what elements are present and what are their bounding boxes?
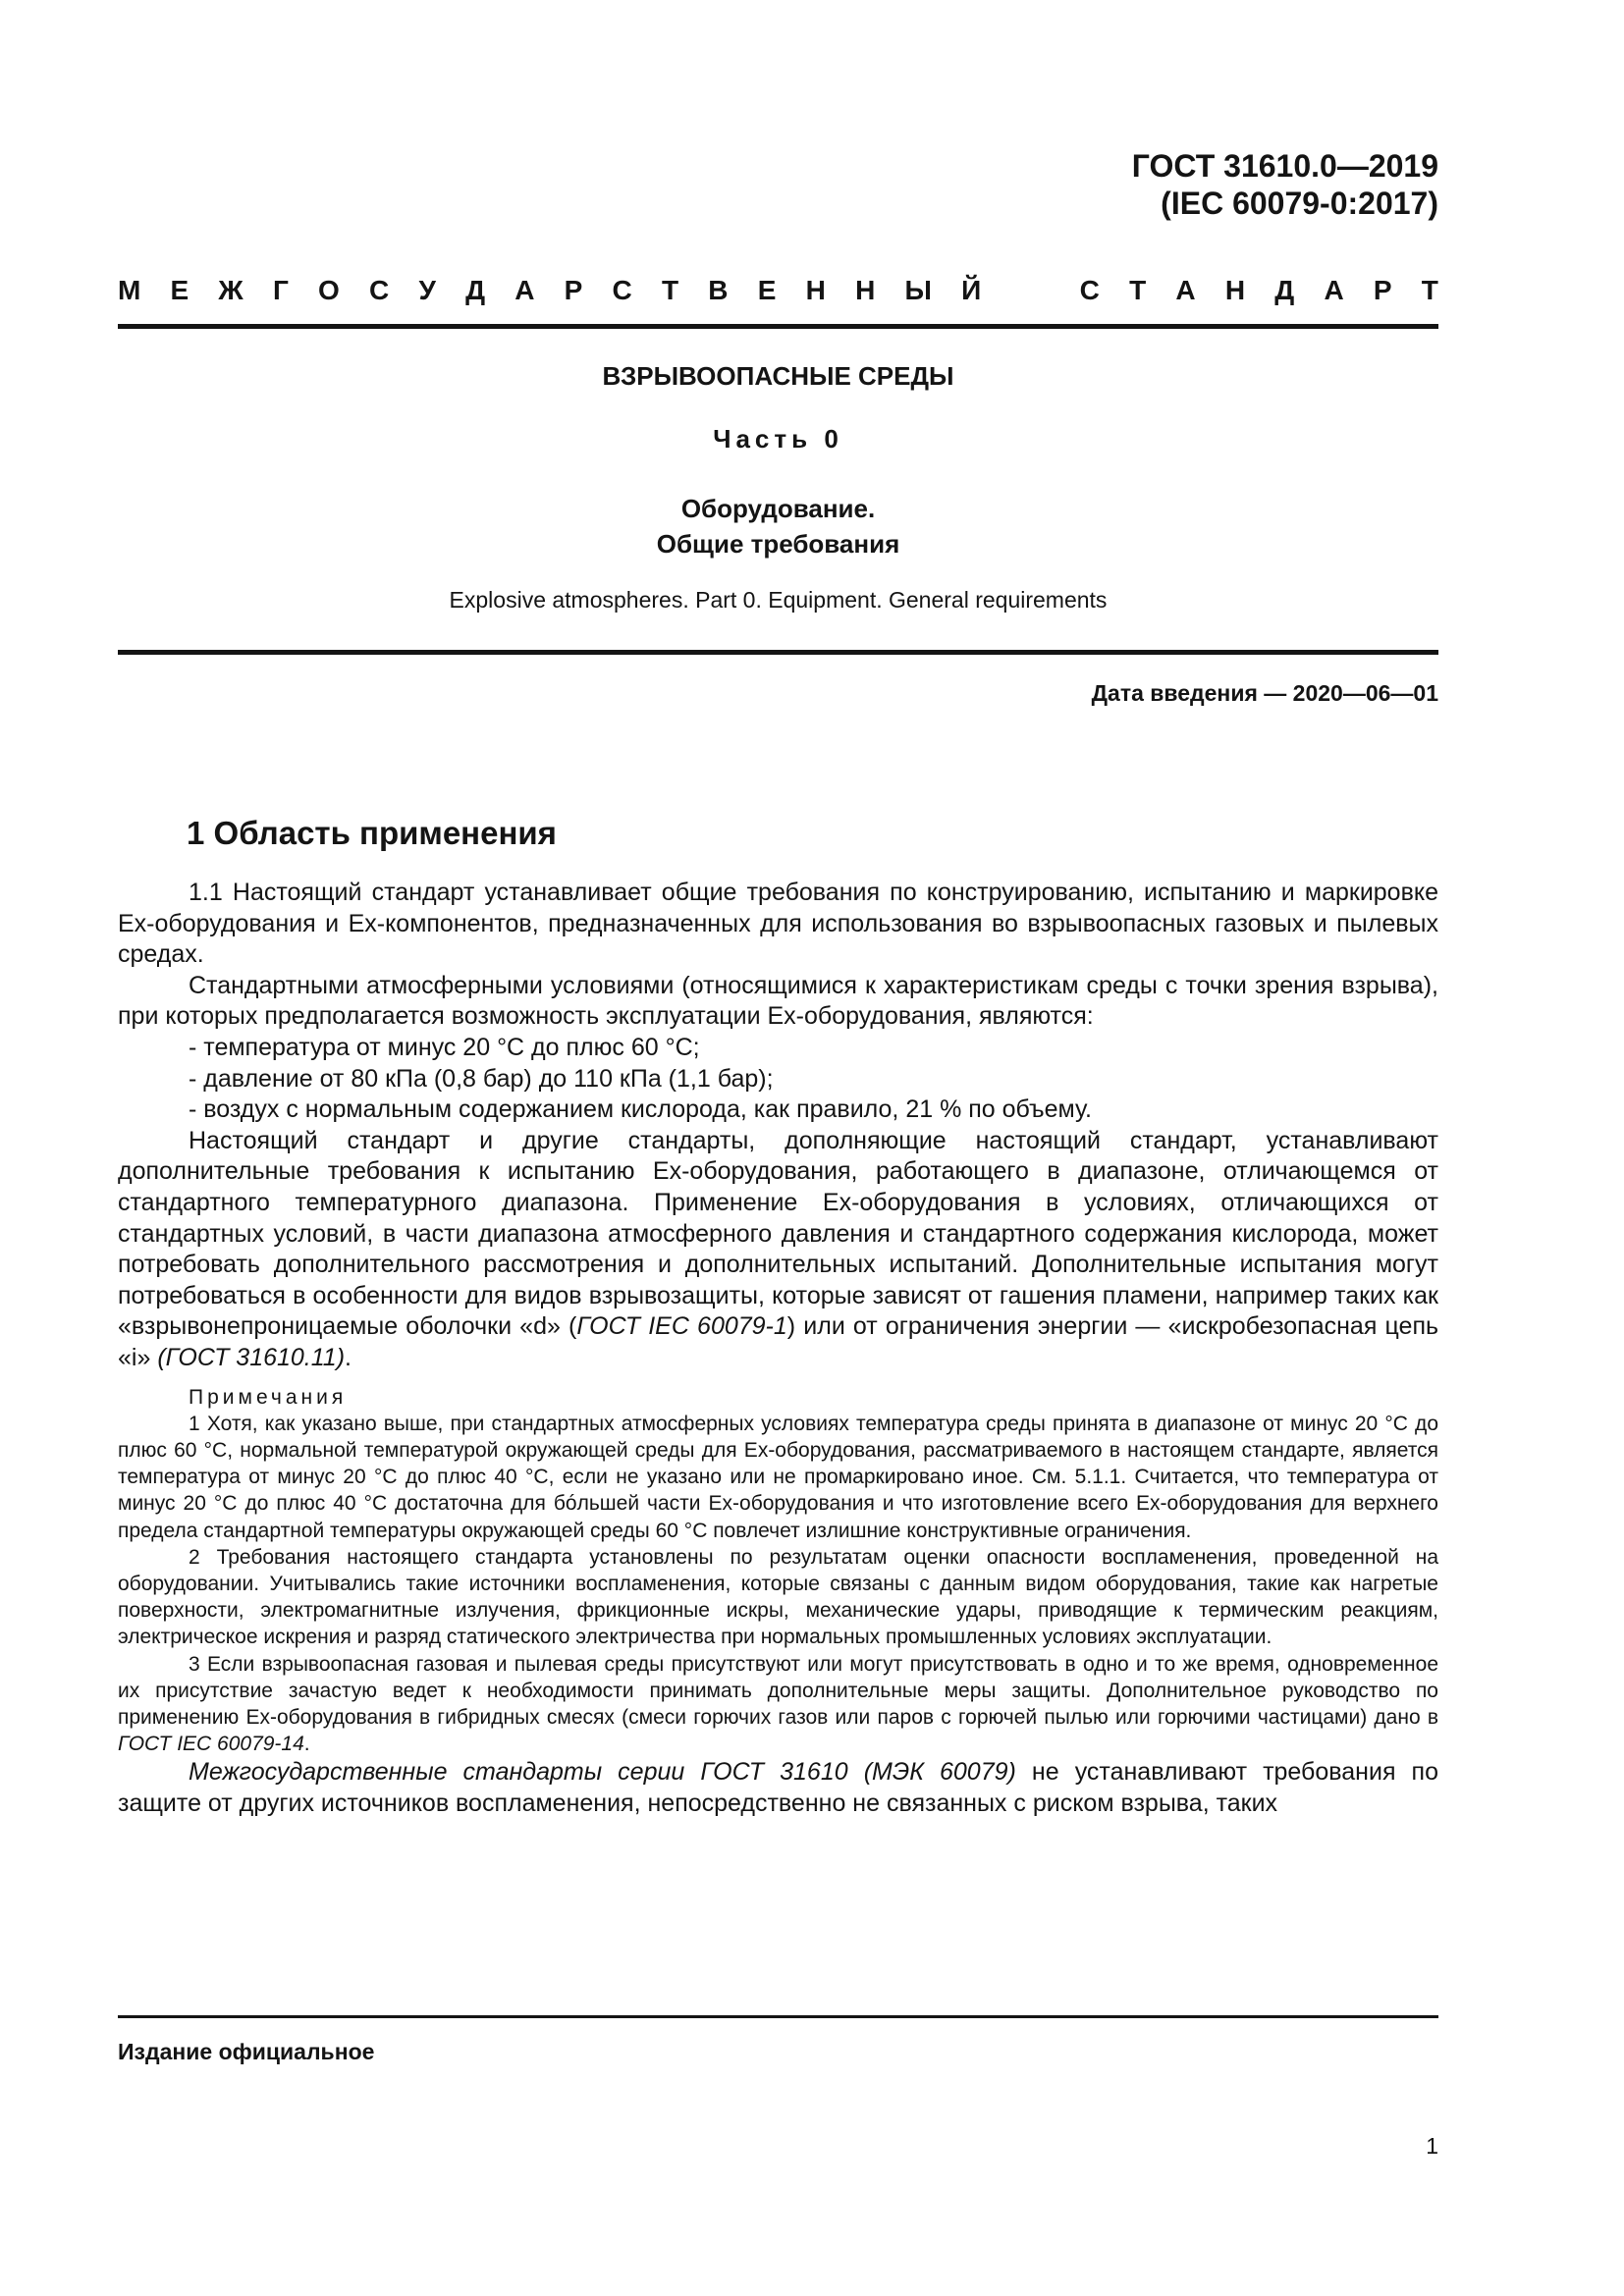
letter: Н <box>805 275 826 305</box>
word-gap <box>1010 275 1050 306</box>
letter: С <box>612 275 632 305</box>
edition-label: Издание официальное <box>118 2039 375 2064</box>
notes-block <box>118 1384 1438 1758</box>
letter: В <box>708 275 729 305</box>
letter: Д <box>465 275 486 305</box>
text: 3 Если взрывоопасная газовая и пылевая среды присутствуют или могут присутствовать в одно и то же время, одновременное их присутствие зачастую ведет к необходимости принимать дополнительные меры защиты. Дополнительное руководство по применению Ex-оборудования в гибридных смесях (смеси горючих газов или паров с горючей пылью или горючими частицами) дано в <box>118 1652 1438 1729</box>
reference: ГОСТ IEC 60079-14 <box>118 1733 304 1756</box>
text: . <box>303 1733 310 1756</box>
reference: (ГОСТ 31610.11) <box>157 1343 346 1371</box>
letter: Т <box>1421 275 1438 305</box>
letter: С <box>369 275 390 305</box>
text: не устанавливают требования по защите от других источников воспламенения, непосредственно не связанных с риском взрыва, таких <box>118 1758 1438 1817</box>
text: . <box>345 1343 352 1371</box>
letter: Д <box>1274 275 1295 305</box>
letter: Р <box>1373 275 1392 305</box>
reference: ГОСТ IEC 60079-1 <box>576 1312 787 1341</box>
section-heading: 1 Область применения <box>187 815 557 851</box>
document-title: ВЗРЫВООПАСНЫЕ СРЕДЫ <box>602 361 954 391</box>
letter: Ы <box>904 275 932 305</box>
letter: Т <box>1129 275 1147 305</box>
list-item: - температура от минус 20 °С до плюс 60 °С; <box>189 1033 700 1061</box>
text: ) или от ограничения энергии — «искробезопасная цепь «i» <box>118 1312 1439 1371</box>
note <box>118 1651 1438 1758</box>
text: Настоящий стандарт и другие стандарты, дополняющие настоящий стандарт, устанавливают дополнительные требования к испытанию Ex-оборудования, работающего в диапазоне, отличающемся от стандартного температурного диапазона. Применение Ex-оборудования в условиях, отличающихся от стандартных условий, в части диапазона атмосферного давления и стандартного содержания кислорода, может потребовать дополнительного рассмотрения и дополнительных испытаний. Дополнительные испытания могут потребоваться в особенности для видов взрывозащиты, которые зависят от гашения пламени, например таких как «взрывонепроницаемые оболочки «d» ( <box>118 1126 1438 1341</box>
letter: Н <box>1224 275 1246 305</box>
gost-number: ГОСТ 31610.0—2019 <box>1131 148 1438 184</box>
title-rule <box>118 650 1438 655</box>
page-number: 1 <box>1426 2133 1438 2159</box>
letter: С <box>1079 275 1100 305</box>
notes-heading: Примечания <box>189 1385 348 1409</box>
letter: Е <box>170 275 189 305</box>
letter: Ж <box>218 275 244 305</box>
letter: А <box>1175 275 1196 305</box>
english-title: Explosive atmospheres. Part 0. Equipment. General requirements <box>449 587 1108 613</box>
paragraph <box>118 1757 1438 1819</box>
letter: Г <box>272 275 289 305</box>
subtitle-line: Оборудование. <box>680 494 876 523</box>
letter: У <box>418 275 436 305</box>
subtitle-line: Общие требования <box>656 529 900 559</box>
paragraph <box>118 1126 1438 1374</box>
reference: Межгосударственные стандарты серии ГОСТ 31610 (МЭК 60079) <box>189 1758 1016 1787</box>
letter: О <box>318 275 340 305</box>
letter: Е <box>757 275 777 305</box>
header-rule <box>118 324 1438 329</box>
part-title: Часть 0 <box>713 424 843 454</box>
list-item: - воздух с нормальным содержанием кислорода, как правило, 21 % по объему. <box>189 1095 1092 1124</box>
paragraph: 1.1 Настоящий стандарт устанавливает общие требования по конструированию, испытанию и маркировке Ex-оборудования и Ex-компонентов, предназначенных для использования во взрывоопасных газовых и пылевых средах. <box>118 879 1438 969</box>
section-body <box>118 878 1438 1820</box>
letter: М <box>118 275 141 305</box>
note: 2 Требования настоящего стандарта установлены по результатам оценки опасности воспламенения, проведенной на оборудовании. Учитывались такие источники воспламенения, которые связаны с данным видом оборудования, такие как нагретые поверхности, электромагнитные излучения, фрикционные искры, механические удары, приводящие к термическим реакциям, электрическое искрения и разряд статического электричества при нормальных промышленных условиях эксплуатации. <box>118 1545 1438 1649</box>
note: 1 Хотя, как указано выше, при стандартных атмосферных условиях температура среды принята в диапазоне от минус 20 °С до плюс 60 °С, нормальной температурой окружающей среды для Ex-оборудования, рассматриваемого в настоящем стандарте, является температура от минус 20 °С до плюс 40 °С, если не указано или не промаркировано иное. См. 5.1.1. Считается, что температура от минус 20 °С до плюс 40 °С достаточна для бóльшей части Ex-оборудования и что изготовление всего Ex-оборудования для верхнего предела стандартной температуры окружающей среды 60 °С повлечет излишние конструктивные ограничения. <box>118 1412 1438 1542</box>
letter: Н <box>855 275 876 305</box>
subtitle <box>118 491 1438 561</box>
letter: Т <box>661 275 679 305</box>
letter: Й <box>961 275 982 305</box>
iec-number: (IEC 60079-0:2017) <box>1161 186 1438 221</box>
document-number-block <box>1132 147 1438 222</box>
introduction-date: Дата введения — 2020—06—01 <box>1091 680 1438 706</box>
footer-rule <box>118 2015 1438 2018</box>
letter: А <box>1324 275 1344 305</box>
paragraph: Стандартными атмосферными условиями (относящимися к характеристикам среды с точки зрения взрыва), при которых предполагается возможность эксплуатации Ex-оборудования, являются: <box>118 971 1438 1031</box>
letter: Р <box>564 275 583 305</box>
list-item: - давление от 80 кПа (0,8 бар) до 110 кПа (1,1 бар); <box>189 1064 774 1093</box>
letter: А <box>514 275 535 305</box>
interstate-standard-heading <box>118 275 1438 306</box>
